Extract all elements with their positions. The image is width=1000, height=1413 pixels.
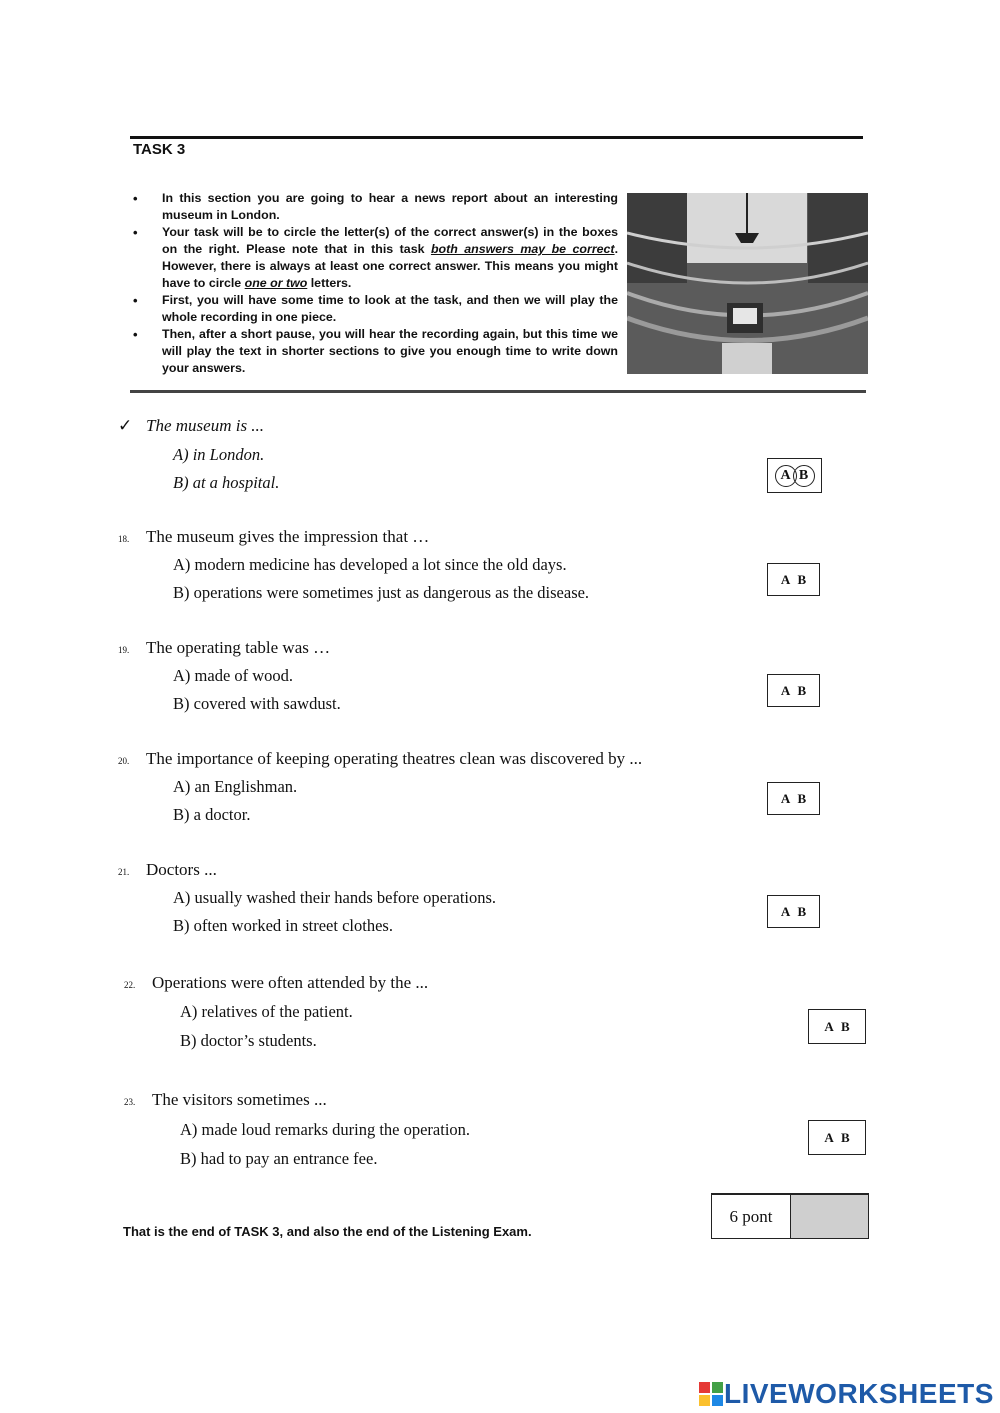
question-18-option-b: B) operations were sometimes just as dangerous as the disease. <box>173 583 590 602</box>
score-label: 6 pont <box>712 1195 791 1238</box>
top-rule <box>130 136 863 139</box>
task-title: TASK 3 <box>133 141 186 158</box>
question-20-option-b: B) a doctor. <box>173 805 251 824</box>
answer-letter-a[interactable]: A <box>824 1018 834 1034</box>
answer-letter-a[interactable]: A <box>780 571 791 587</box>
instruction-2: • Your task will be to circle the letter(s) of the correct answer(s) in the boxes on the right. Please note that in this task both answers may be correct. However, there is always at least one correct answer. This means you might have to circle one or two letters. <box>130 224 618 292</box>
question-23-option-a: A) made loud remarks during the operation. <box>180 1120 471 1139</box>
question-21-stem: 21. Doctors ... <box>118 860 217 879</box>
answer-letter-b[interactable]: B <box>797 682 807 698</box>
example-circled-b: B <box>793 465 815 487</box>
question-20-answer-box[interactable] <box>767 782 820 815</box>
score-table <box>711 1193 869 1239</box>
answer-letter-b[interactable]: B <box>797 903 807 919</box>
answer-letter-b[interactable]: B <box>840 1129 850 1145</box>
question-21-option-a: A) usually washed their hands before operations. <box>173 888 497 907</box>
example-answer-box <box>767 458 822 493</box>
question-19-option-b: B) covered with sawdust. <box>173 694 341 713</box>
instructions-list <box>130 190 618 377</box>
question-22-option-a: A) relatives of the patient. <box>180 1002 353 1021</box>
question-21-option-b: B) often worked in street clothes. <box>173 916 393 935</box>
question-19-option-a: A) made of wood. <box>173 666 294 685</box>
question-19-answer-box[interactable] <box>767 674 820 707</box>
question-22-stem: 22. Operations were often attended by the ... <box>124 973 429 992</box>
question-18-stem: 18. The museum gives the impression that … <box>118 527 430 546</box>
question-22-answer-box[interactable] <box>808 1009 866 1044</box>
answer-letter-a[interactable]: A <box>780 903 791 919</box>
instruction-3: • First, you will have some time to look at the task, and then we will play the whole recording in one piece. <box>130 292 618 326</box>
logo-grid-icon <box>698 1381 724 1407</box>
instruction-4: • Then, after a short pause, you will hear the recording again, but this time we will play the text in shorter sections to give you enough time to write down your answers. <box>130 326 618 377</box>
question-18-option-a: A) modern medicine has developed a lot since the old days. <box>173 555 567 574</box>
example-option-b: B) at a hospital. <box>173 473 280 492</box>
question-20-option-a: A) an Englishman. <box>173 777 298 796</box>
question-22-option-b: B) doctor’s students. <box>180 1031 317 1050</box>
logo-text: LIVEWORKSHEETS <box>724 1378 994 1409</box>
instruction-1: • In this section you are going to hear a news report about an interesting museum in London. <box>130 190 618 224</box>
liveworksheets-logo <box>698 1378 994 1410</box>
question-19-stem: 19. The operating table was … <box>118 638 331 657</box>
answer-letter-b[interactable]: B <box>797 571 807 587</box>
end-of-exam-text: That is the end of TASK 3, and also the end of the Listening Exam. <box>123 1224 532 1239</box>
question-21-answer-box[interactable] <box>767 895 820 928</box>
question-23-answer-box[interactable] <box>808 1120 866 1155</box>
question-23-option-b: B) had to pay an entrance fee. <box>180 1149 378 1168</box>
score-field[interactable] <box>791 1195 868 1238</box>
question-18-answer-box[interactable] <box>767 563 820 596</box>
operating-theatre-photo <box>627 193 868 374</box>
answer-letter-a[interactable]: A <box>824 1129 834 1145</box>
answer-letter-b[interactable]: B <box>797 790 807 806</box>
answer-letter-a[interactable]: A <box>780 790 791 806</box>
section-rule <box>130 390 866 393</box>
example-stem: ✓ The museum is ... <box>118 416 265 435</box>
answer-letter-b[interactable]: B <box>840 1018 850 1034</box>
question-23-stem: 23. The visitors sometimes ... <box>124 1090 327 1109</box>
example-option-a: A) in London. <box>173 445 265 464</box>
answer-letter-a[interactable]: A <box>780 682 791 698</box>
example-circled-a: A <box>775 465 797 487</box>
question-20-stem: 20. The importance of keeping operating theatres clean was discovered by ... <box>118 749 643 768</box>
